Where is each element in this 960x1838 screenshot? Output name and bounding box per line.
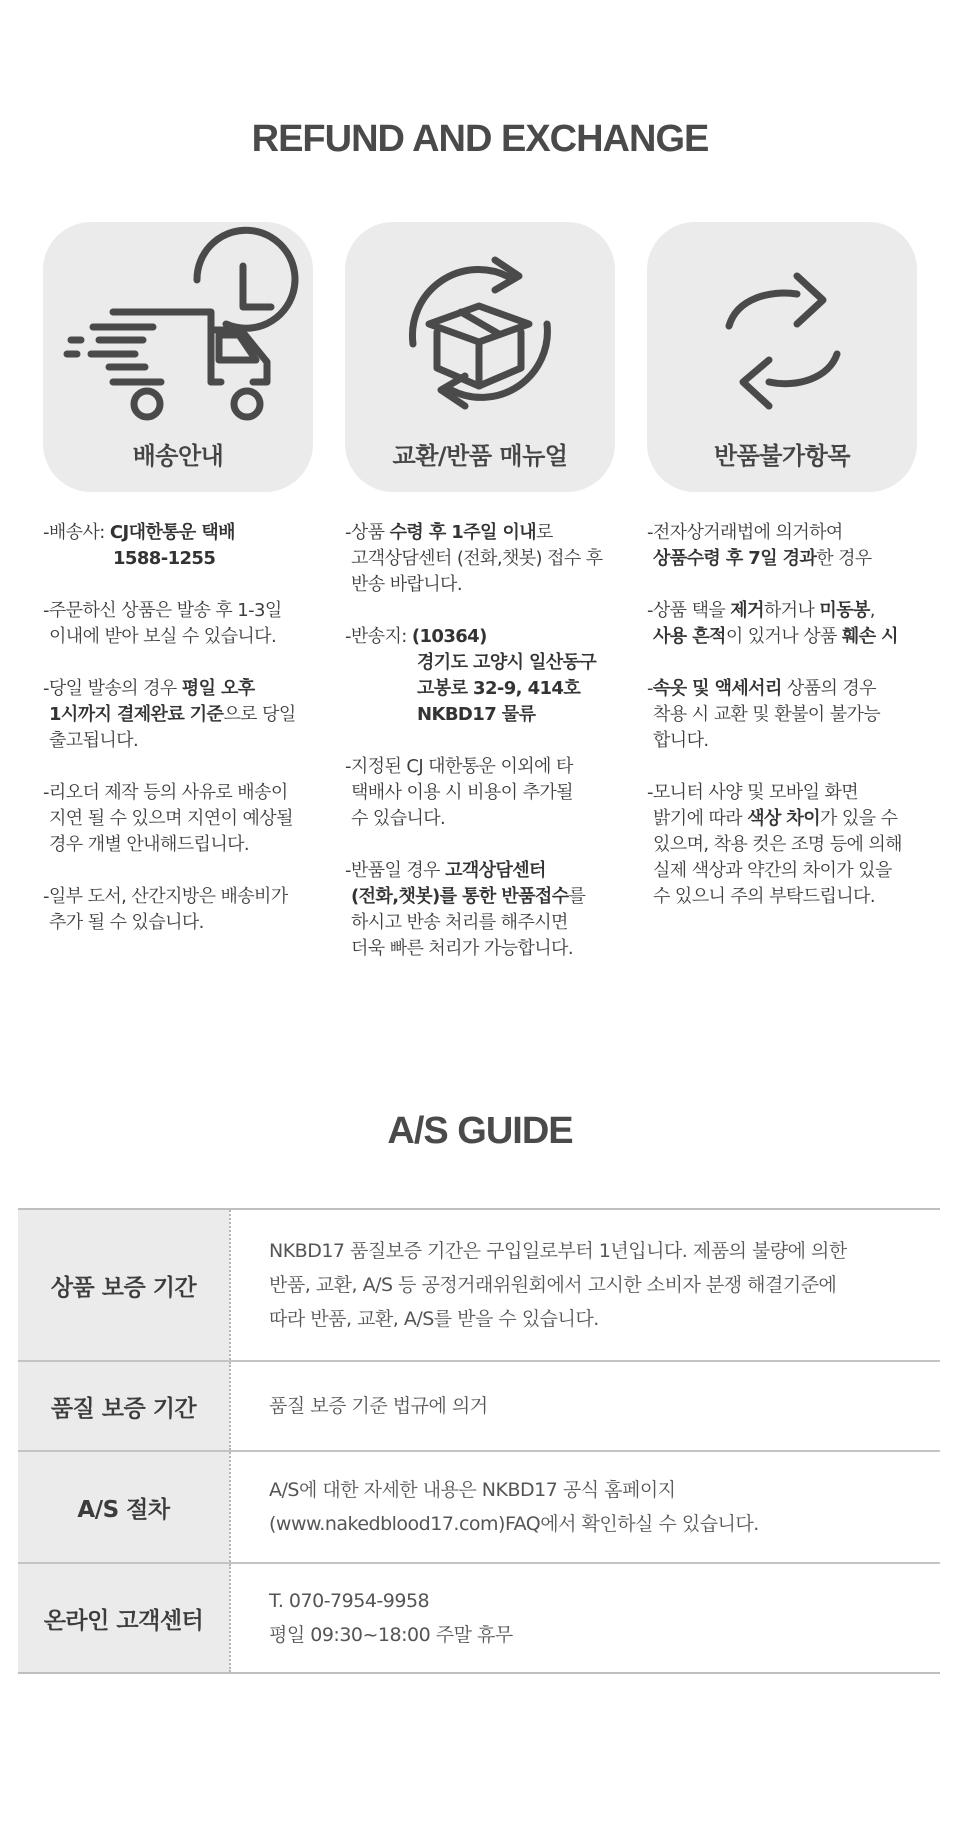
shipping-p4-l2: 지연 될 수 있으며 지연이 예상될 xyxy=(49,808,293,829)
nonreturn-p4-l5: 수 있으니 주의 부탁드립니다. xyxy=(653,886,875,907)
nonreturn-p4-l1: -모니터 사양 및 모바일 화면 xyxy=(647,782,859,803)
manual-p3-l2: 택배사 이용 시 비용이 추가될 xyxy=(351,782,573,803)
nonreturn-p3-suffix: 상품의 경우 xyxy=(781,678,876,699)
manual-p3-l3: 수 있습니다. xyxy=(351,808,446,829)
non-returnable-card xyxy=(647,222,917,492)
nonreturn-p3-bold: 속옷 및 액세서리 xyxy=(652,678,782,699)
manual-p4-suffix: 를 xyxy=(568,886,586,907)
nonreturn-p2-bold2: 미동봉 xyxy=(819,600,870,621)
nonreturn-p3-dash: - xyxy=(647,678,653,699)
non-returnable-card-label: 반품불가항목 xyxy=(713,442,851,470)
box-return-arrows-icon xyxy=(345,222,615,422)
customer-hours: 평일 09:30~18:00 주말 휴무 xyxy=(269,1624,513,1646)
nonreturn-p3-l2: 착용 시 교환 및 환불이 불가능 xyxy=(653,704,881,725)
shipping-card-label: 배송안내 xyxy=(132,442,224,470)
customer-phone: T. 070-7954-9958 xyxy=(269,1590,430,1612)
nonreturn-p2-mid2: 이 있거나 상품 xyxy=(725,626,842,647)
warranty-line-3: 따라 반품, 교환, A/S를 받을 수 있습니다. xyxy=(269,1308,599,1330)
manual-address-3: NKBD17 물류 xyxy=(417,704,536,725)
table-row xyxy=(18,1451,940,1563)
return-manual-card xyxy=(345,222,615,492)
shipping-p3-prefix: -당일 발송의 경우 xyxy=(43,678,182,699)
warranty-line-2: 반품, 교환, A/S 등 공정거래위원회에서 고시한 소비자 분쟁 해결기준에 xyxy=(269,1274,837,1296)
shipping-p2-l2: 이내에 받아 보실 수 있습니다. xyxy=(49,626,277,647)
nonreturn-p2-prefix: -상품 택을 xyxy=(647,600,731,621)
nonreturn-p1-bold: 상품수령 후 7일 경과 xyxy=(653,548,817,569)
warranty-line-1: NKBD17 품질보증 기간은 구입일로부터 1년입니다. 제품의 불량에 의한 xyxy=(269,1240,847,1262)
nonreturn-p1-l1: -전자상거래법에 의거하여 xyxy=(647,522,843,543)
shipping-p4-l1: -리오더 제작 등의 사유로 배송이 xyxy=(43,782,288,803)
shipping-p3-suffix: 으로 당일 xyxy=(223,704,296,725)
row-header-as-procedure: A/S 절차 xyxy=(18,1451,230,1563)
shipping-info-card xyxy=(43,222,313,492)
nonreturn-p4-l3: 있으며, 착용 컷은 조명 등에 의해 xyxy=(653,834,902,855)
manual-zip: (10364) xyxy=(411,626,487,647)
nonreturn-p2-bold1: 제거 xyxy=(730,600,764,621)
row-body-customer-center xyxy=(230,1563,940,1673)
nonreturn-p3-l3: 합니다. xyxy=(653,730,709,751)
non-returnable-text xyxy=(647,520,922,936)
manual-p1-l3: 반송 바랍니다. xyxy=(351,574,462,595)
manual-p4-bold1: 고객상담센터 xyxy=(445,860,546,881)
manual-p3-l1: -지정된 CJ 대한통운 이외에 타 xyxy=(345,756,573,777)
shipping-p3-bold2: 1시까지 결제완료 기준 xyxy=(49,704,224,725)
nonreturn-p4-bold: 색상 차이 xyxy=(747,808,821,829)
manual-p2-prefix: -반송지: xyxy=(345,626,412,647)
manual-p1-prefix: -상품 xyxy=(345,522,390,543)
refund-exchange-title: REFUND AND EXCHANGE xyxy=(251,118,709,160)
nonreturn-p1-suffix: 한 경우 xyxy=(816,548,872,569)
shipping-phone: 1588-1255 xyxy=(113,548,216,569)
shipping-p5-l2: 추가 될 수 있습니다. xyxy=(49,912,204,933)
table-row xyxy=(18,1209,940,1361)
as-guide-title: A/S GUIDE xyxy=(387,1110,573,1152)
manual-p1-l2: 고객상담센터 (전화,챗봇) 접수 후 xyxy=(351,548,603,569)
shipping-p3-bold1: 평일 오후 xyxy=(181,678,255,699)
row-header-warranty: 상품 보증 기간 xyxy=(18,1209,230,1361)
row-header-customer-center: 온라인 고객센터 xyxy=(18,1563,230,1673)
procedure-line-2: (www.nakedblood17.com)FAQ에서 확인하실 수 있습니다. xyxy=(269,1513,759,1535)
manual-p4-l4: 더욱 빠른 처리가 가능합니다. xyxy=(351,938,573,959)
shipping-carrier-prefix: -배송사: xyxy=(43,522,110,543)
row-body-warranty xyxy=(230,1209,940,1361)
shipping-p5-l1: -일부 도서, 산간지방은 배송비가 xyxy=(43,886,288,907)
exchange-arrows-icon xyxy=(647,222,917,422)
row-header-quality: 품질 보증 기간 xyxy=(18,1361,230,1451)
nonreturn-p4-suffix: 가 있을 수 xyxy=(820,808,898,829)
shipping-p2-l1: -주문하신 상품은 발송 후 1-3일 xyxy=(43,600,282,621)
table-row xyxy=(18,1563,940,1673)
manual-p4-l3: 하시고 반송 처리를 해주시면 xyxy=(351,912,568,933)
return-manual-card-label: 교환/반품 매뉴얼 xyxy=(392,442,568,470)
delivery-truck-clock-icon xyxy=(43,222,313,422)
table-row xyxy=(18,1361,940,1451)
manual-p4-bold2: (전화,챗봇)를 통한 반품접수 xyxy=(351,886,569,907)
shipping-p3-l3: 출고됩니다. xyxy=(49,730,139,751)
manual-address-1: 경기도 고양시 일산동구 xyxy=(417,652,597,673)
manual-address-2: 고봉로 32-9, 414호 xyxy=(417,678,581,699)
nonreturn-p4-prefix: 밝기에 따라 xyxy=(653,808,748,829)
nonreturn-p2-bold3: 사용 흔적 xyxy=(653,626,726,647)
shipping-info-text xyxy=(43,520,318,962)
nonreturn-p2-comma: , xyxy=(869,600,875,621)
manual-p1-suffix: 로 xyxy=(536,522,553,543)
row-body-as-procedure xyxy=(230,1451,940,1563)
quality-line-1: 품질 보증 기준 법규에 의거 xyxy=(269,1395,488,1417)
nonreturn-p2-mid: 하거나 xyxy=(763,600,820,621)
shipping-p4-l3: 경우 개별 안내해드립니다. xyxy=(49,834,250,855)
manual-p4-prefix: -반품일 경우 xyxy=(345,860,446,881)
manual-p1-bold: 수령 후 1주일 이내 xyxy=(389,522,537,543)
return-manual-text xyxy=(345,520,620,988)
row-body-quality xyxy=(230,1361,940,1451)
as-guide-table xyxy=(18,1208,940,1674)
shipping-carrier: CJ대한통운 택배 xyxy=(109,522,235,543)
nonreturn-p2-bold4: 훼손 시 xyxy=(841,626,898,647)
nonreturn-p4-l4: 실제 색상과 약간의 차이가 있을 xyxy=(653,860,892,881)
procedure-line-1: A/S에 대한 자세한 내용은 NKBD17 공식 홈페이지 xyxy=(269,1479,676,1501)
